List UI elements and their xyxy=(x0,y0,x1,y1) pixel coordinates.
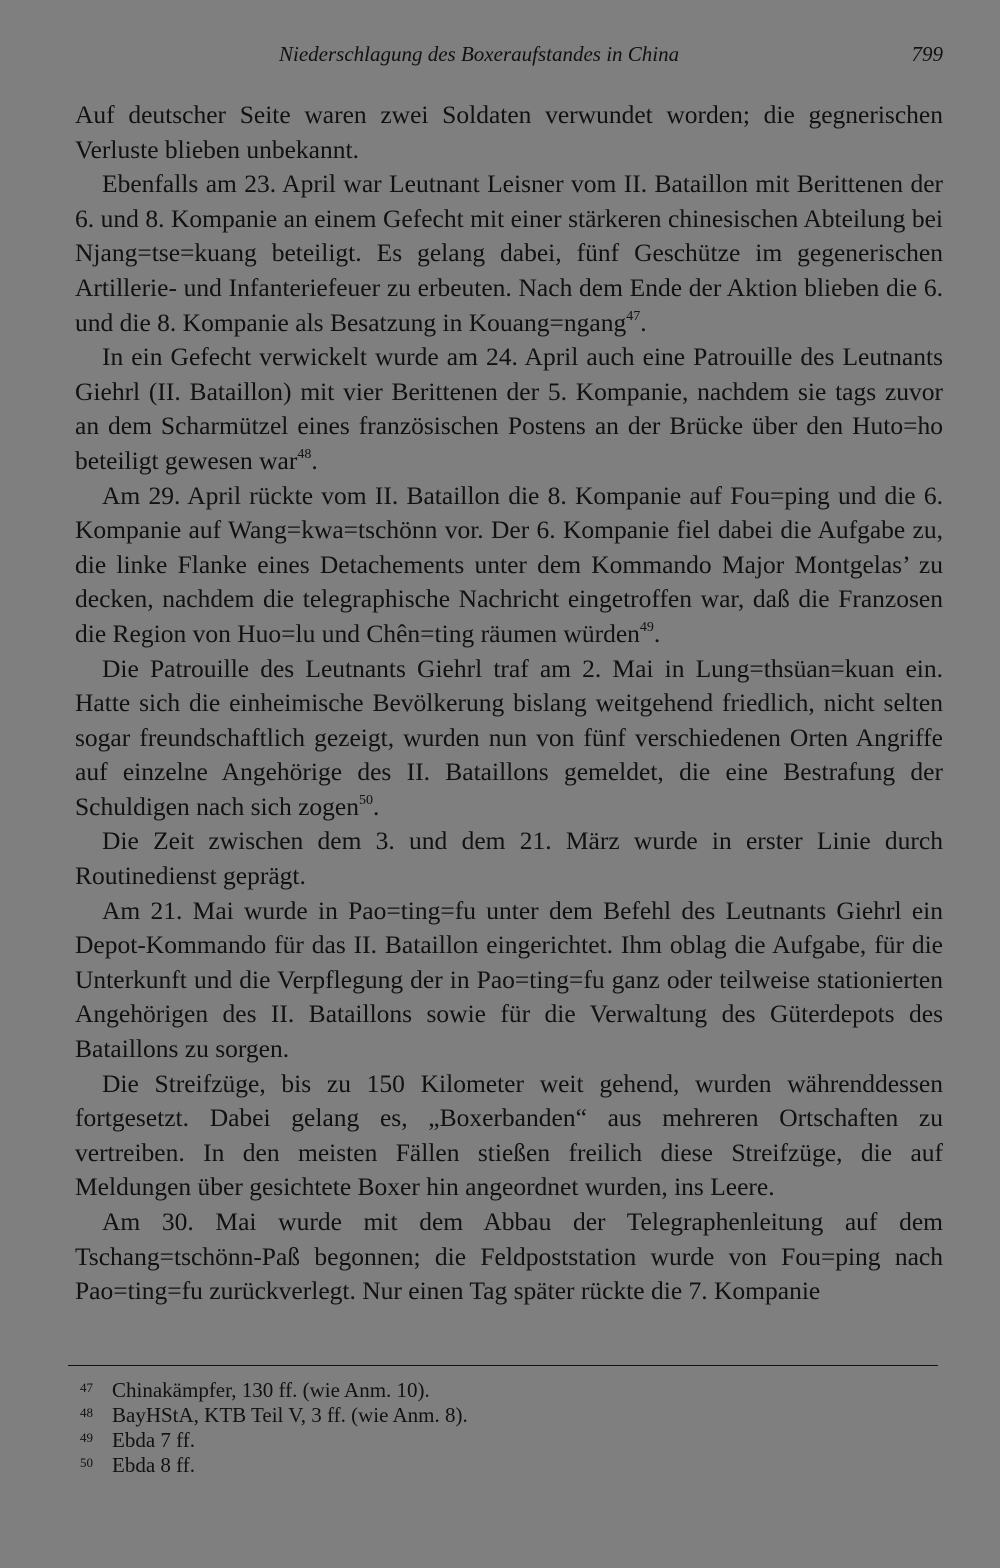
paragraph xyxy=(75,652,943,825)
paragraph-tail: . xyxy=(640,307,647,337)
paragraph-text: Die Streifzüge, bis zu 150 Kilometer weit gehend, wurden währenddessen fortgesetzt. Dabei gelang es, „Boxerbanden“ aus mehreren Ortschaften zu vertreiben. In den meisten Fällen stießen freilich diese Streifzüge, die auf Meldungen über gesichtete Boxer hin angeordnet wurden, ins Leere. xyxy=(75,1068,943,1202)
footnote-text: BayHStA, KTB Teil V, 3 ff. (wie Anm. 8). xyxy=(112,1403,468,1427)
footnote-number: 47 xyxy=(80,1380,93,1395)
footnote xyxy=(80,1428,468,1453)
running-header xyxy=(75,36,943,72)
paragraph xyxy=(75,1067,943,1205)
paragraph-tail: . xyxy=(372,791,380,821)
paragraph-tail: . xyxy=(653,618,661,648)
footnote-number: 49 xyxy=(80,1430,93,1445)
paragraph xyxy=(75,1205,943,1309)
footnote xyxy=(80,1403,468,1428)
footnote-marker[interactable]: 47 xyxy=(626,308,641,324)
paragraph-text: Am 29. April rückte vom II. Bataillon die 8. Kompanie auf Fou=ping und die 6. Kompanie auf Wang=kwa=tschönn vor. Der 6. Kompanie fiel dabei die Aufgabe zu, die linke Flanke eines Detachements unter dem Kommando Major Montgelas’ zu decken, nachdem die telegraphische Nachricht eingetroffen war, daß die Franzosen die Region von Huo=lu und Chên=ting räumen würden xyxy=(75,480,943,648)
paragraph xyxy=(75,340,943,478)
footnote-marker[interactable]: 49 xyxy=(639,619,654,635)
paragraph-tail: . xyxy=(311,445,318,475)
paragraph xyxy=(75,479,943,652)
footnote-separator xyxy=(68,1365,938,1366)
footnote-marker[interactable]: 50 xyxy=(358,792,373,808)
footnote-text: Ebda 8 ff. xyxy=(112,1453,196,1477)
paragraph xyxy=(75,824,943,893)
paragraph xyxy=(75,167,943,340)
footnote-text: Chinakämpfer, 130 ff. (wie Anm. 10). xyxy=(112,1378,430,1402)
paragraph-text: In ein Gefecht verwickelt wurde am 24. April auch eine Patrouille des Leutnants Giehrl (II. Bataillon) mit vier Berittenen der 5. Kompanie, nachdem sie tags zuvor an dem Scharmützel eines französischen Postens an der Brücke über den Huto=ho beteiligt gewesen war xyxy=(75,342,943,475)
body-text xyxy=(75,98,943,1309)
paragraph-text: Am 21. Mai wurde in Pao=ting=fu unter dem Befehl des Leutnants Giehrl ein Depot-Kommando für das II. Bataillon eingerichtet. Ihm oblag die Aufgabe, für die Unterkunft und die Verpflegung der in Pao=ting=fu ganz oder teilweise stationierten Angehörigen des II. Bataillons sowie für die Verwaltung des Güterdepots des Bataillons zu sorgen. xyxy=(75,895,943,1064)
page-number: 799 xyxy=(911,42,943,66)
footnote-text: Ebda 7 ff. xyxy=(112,1428,196,1452)
footnote-marker[interactable]: 48 xyxy=(297,446,312,462)
paragraph-text: Die Patrouille des Leutnants Giehrl traf am 2. Mai in Lung=thsüan=kuan ein. Hatte sich die einheimische Bevölkerung bislang weitgehend friedlich, nicht selten sogar freundschaftlich gezeigt, wurden nun von fünf verschiedenen Orten Angriffe auf einzelne Angehörige des II. Bataillons gemeldet, die eine Bestrafung der Schuldigen nach sich zogen xyxy=(75,653,943,821)
paragraph-text: Ebenfalls am 23. April war Leutnant Leisner vom II. Bataillon mit Berittenen der 6. und 8. Kompanie an einem Gefecht mit einer stärkeren chinesischen Abteilung bei Njang=tse=kuang beteiligt. Es gelang dabei, fünf Geschütze im gegenerischen Artillerie- und Infanteriefeuer zu erbeuten. Nach dem Ende der Aktion blieben die 6. und die 8. Kompanie als Besatzung in Kouang=ngang xyxy=(75,169,943,337)
footnote-number: 48 xyxy=(80,1405,93,1420)
footnotes xyxy=(80,1378,468,1478)
footnote xyxy=(80,1453,468,1478)
paragraph-text: Am 30. Mai wurde mit dem Abbau der Telegraphenleitung auf dem Tschang=tschönn-Paß begonnen; die Feldpoststation wurde von Fou=ping nach Pao=ting=fu zurückverlegt. Nur einen Tag später rückte die 7. Kompanie xyxy=(75,1207,943,1306)
footnote-number: 50 xyxy=(80,1455,93,1470)
paragraph-text: Auf deutscher Seite waren zwei Soldaten verwundet worden; die gegnerischen Verluste blieben unbekannt. xyxy=(75,100,943,164)
book-page xyxy=(75,36,943,1309)
paragraph xyxy=(75,894,943,1067)
paragraph xyxy=(75,98,943,167)
footnote xyxy=(80,1378,468,1403)
running-title: Niederschlagung des Boxeraufstandes in China xyxy=(279,42,680,66)
paragraph-text: Die Zeit zwischen dem 3. und dem 21. März wurde in erster Linie durch Routinedienst geprägt. xyxy=(75,826,943,891)
